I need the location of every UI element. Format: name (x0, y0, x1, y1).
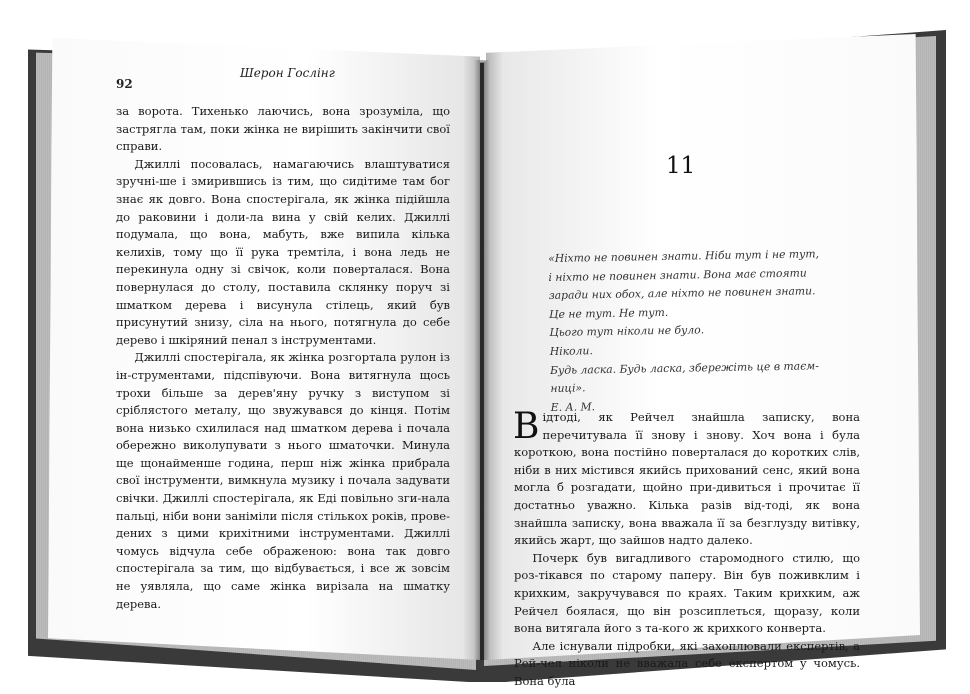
paragraph: за ворота. Тихенько лаючись, вона зрозуміла, що застрягла там, поки жінка не вирішить закінчити свої справи. (116, 104, 450, 154)
note-line: Ніколи. (549, 344, 593, 358)
paragraph: Почерк був вигадливого старомодного стилю, що роз-тікався по старому паперу. Він був поживклим і крихким, закручувався по краях. Таким крихким, аж Рейчел боялася, що він розсиплеться, щоразу, коли вона витягала його з та-кого ж крихкого конверта. (514, 550, 860, 636)
note-line: Це не тут. Не тут. (549, 305, 669, 321)
paragraph: Але існували підробки, які захоплювали експертів, а Рей-чел ніколи не вважала себе експертом у чомусь. Вона була (514, 638, 860, 688)
paragraph-text: ідтоді, як Рейчел знайшла записку, вона перечитувала її знову і знову. Хоч вона і була короткою, вона постійно поверталася до коротких слів, ніби в них містився якийсь прихований сенс, який вона могла б розгадати, щойно при-дивиться і прочитає її достатньо уважно. Кілька разів від-тоді, як вона знайшла записку, вона вважала її за безглузду витівку, якийсь жарт, що зайшов надто далеко. (514, 410, 860, 548)
note-line: і ніхто не повинен знати. Вона має стояти (548, 266, 807, 284)
page-number: 92 (116, 77, 133, 91)
paragraph: Джиллі спостерігала, як жінка розгортала рулон із ін-струментами, підспівуючи. Вона витягнула щось трохи більше за дерев'яну ручку з виступом зі сріблястого металу, що звужувався до кінця. Потім вона низько схилилася над шматком дерева і почала обережно виколупувати з нього шматочки. Минула ще щонайменше година, перш ніж жінка прибрала свої інструменти, вимкнула музику і почала задувати свічки. Джиллі спостерігала, як Еді повільно зги-нала пальці, ніби вони заніміли після стількох років, прове-дених з цими крихітними інструментами. Джиллі чомусь відчула себе ображеною: вона так довго спостерігала за тим, що відбувається, і все ж зовсім не уявляла, що саме жінка вирізала на шматку дерева. (116, 350, 450, 611)
note-line: ниці». (550, 381, 586, 396)
note-line: Будь ласка. Будь ласка, збережіть це в таєм- (549, 358, 819, 377)
paragraph: Джиллі посовалась, намагаючись влаштуватися зручні-ше і змирившись із тим, що сидітиме там бог знає як довго. Вона спостерігала, як жінка підійшла до раковини і доли-ла вина у свій келих. Джиллі подумала, що вона, мабуть, вже випила кілька келихів, тому що її рука тремтіла, і вона ледь не перекинула одну зі свічок, коли поверталася. Вона повернулася до столу, поставила склянку поруч зі шматком дерева і висунула стілець, який був присунутий знизу, сіла на нього, потягнула до себе дерево і шкіряний пенал з інструментами. (116, 156, 450, 347)
note-line: «Ніхто не повинен знати. Ніби тут і не тут, (548, 247, 820, 265)
handwritten-note (548, 245, 857, 418)
chapter-number: 11 (666, 153, 696, 179)
note-line: заради них обох, але ніхто не повинен знати. (548, 284, 816, 303)
left-page-text (116, 103, 450, 613)
note-line: Цього тут ніколи не було. (549, 323, 705, 340)
note-signature: Е. А. М. (550, 399, 596, 414)
running-head: Шерон Гослінг (240, 66, 335, 80)
book-gutter (474, 60, 490, 660)
drop-cap: В (513, 406, 540, 447)
